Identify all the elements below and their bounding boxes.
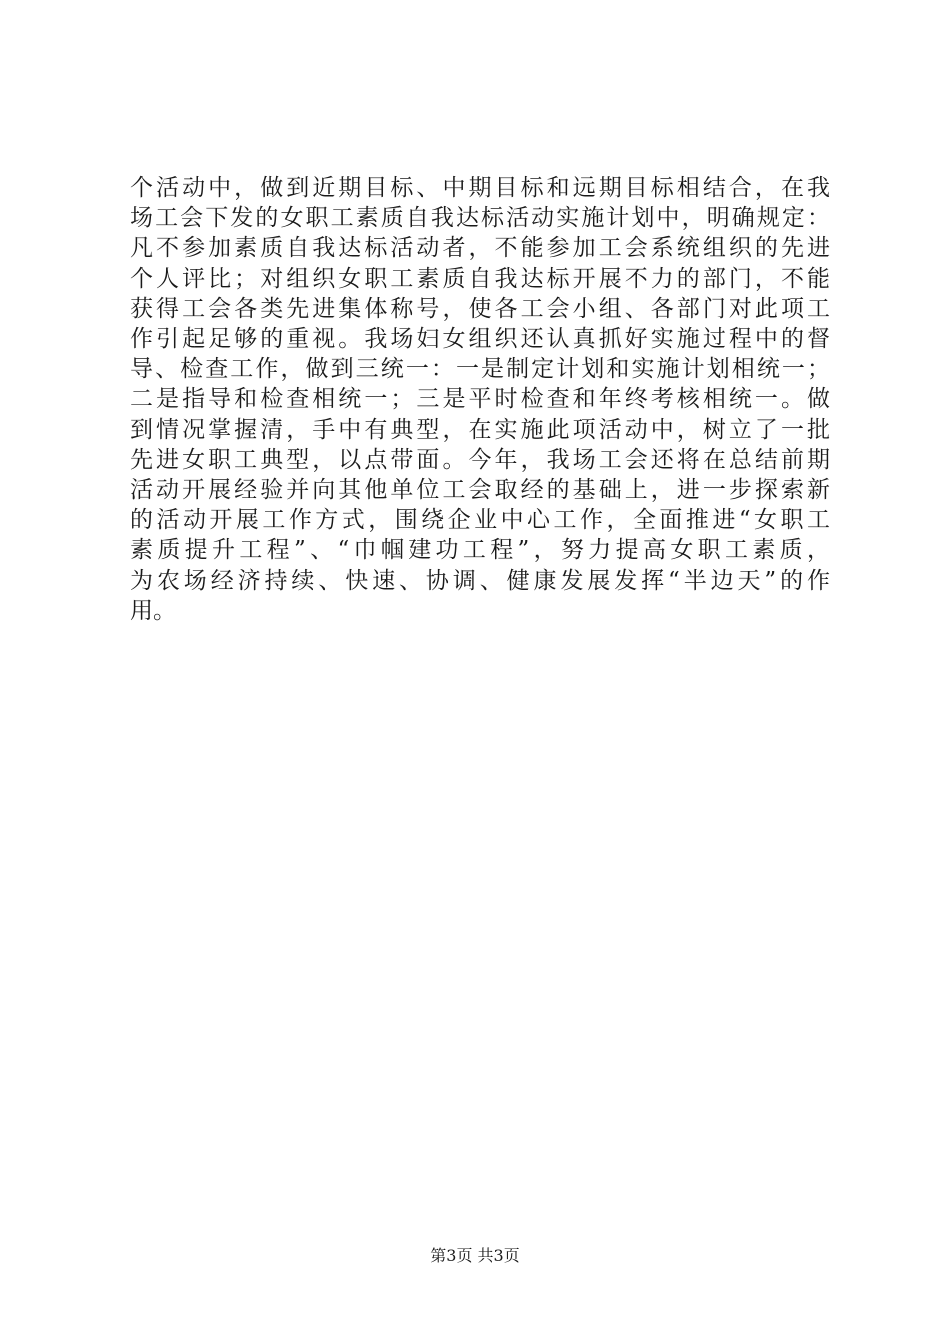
paragraph-line: 个活动中，做到近期目标、中期目标和远期目标相结合，在我	[130, 175, 830, 201]
paragraph-line: 二是指导和检查相统一；三是平时检查和年终考核相统一。做	[130, 386, 830, 413]
paragraph-line: 用。	[130, 597, 176, 624]
page-footer	[0, 1243, 950, 1266]
paragraph-line: 活动开展经验并向其他单位工会取经的基础上，进一步探索新	[130, 477, 830, 504]
paragraph-line: 场工会下发的女职工素质自我达标活动实施计划中，明确规定：	[130, 205, 830, 232]
paragraph-line: 获得工会各类先进集体称号，使各工会小组、各部门对此项工	[130, 295, 830, 322]
paragraph-line: 的活动开展工作方式，围绕企业中心工作，全面推进“女职工	[130, 507, 830, 534]
page-number-label: 第3页 共3页	[430, 1246, 520, 1265]
paragraph-line: 先进女职工典型，以点带面。今年，我场工会还将在总结前期	[130, 446, 830, 473]
paragraph-line: 导、检查工作，做到三统一：一是制定计划和实施计划相统一；	[130, 356, 830, 383]
body-paragraph	[130, 173, 830, 626]
paragraph-line: 素质提升工程”、“巾帼建功工程”，努力提高女职工素质，	[130, 537, 830, 564]
paragraph-line: 个人评比；对组织女职工素质自我达标开展不力的部门，不能	[130, 265, 830, 292]
paragraph-line: 为农场经济持续、快速、协调、健康发展发挥“半边天”的作	[130, 567, 830, 594]
paragraph-line: 到情况掌握清，手中有典型，在实施此项活动中，树立了一批	[130, 416, 830, 443]
paragraph-line: 作引起足够的重视。我场妇女组织还认真抓好实施过程中的督	[130, 326, 830, 353]
paragraph-line: 凡不参加素质自我达标活动者，不能参加工会系统组织的先进	[130, 235, 830, 262]
